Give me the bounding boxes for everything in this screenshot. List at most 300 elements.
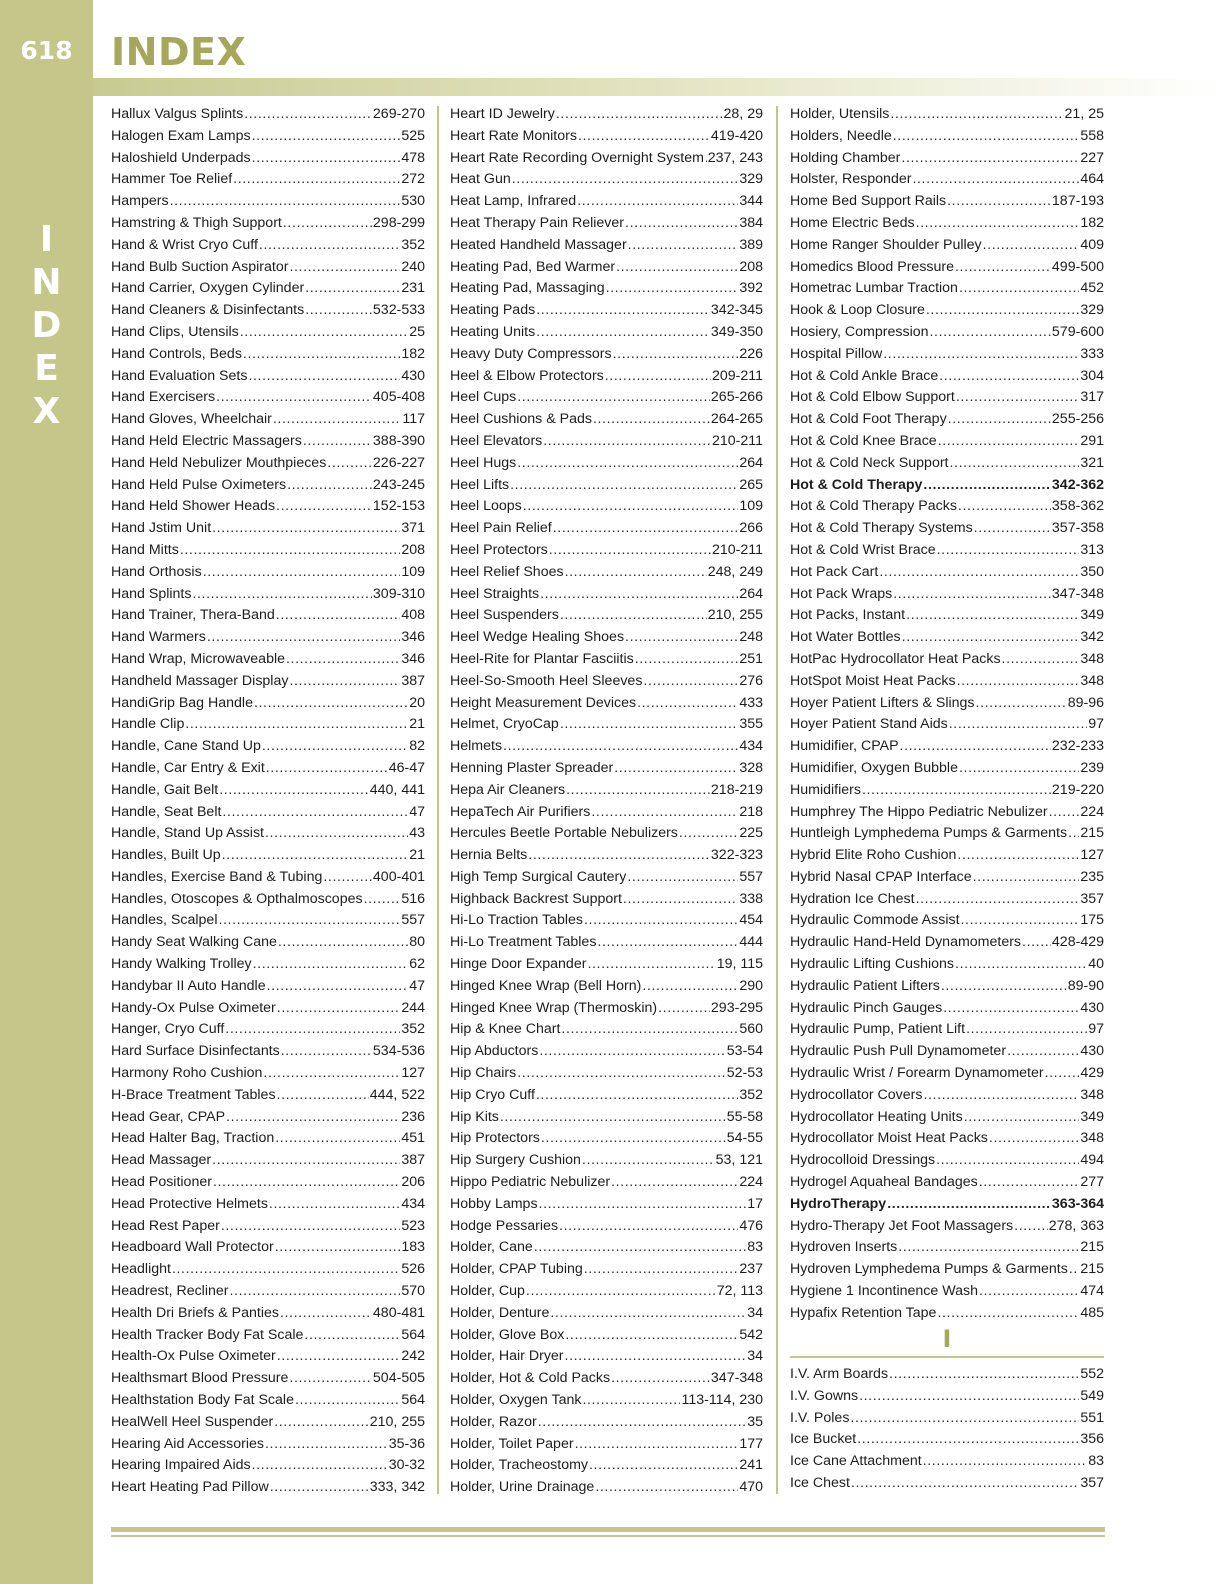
dot-leader xyxy=(611,1172,738,1194)
dot-leader xyxy=(212,1150,400,1172)
dot-leader xyxy=(253,954,409,976)
entry-pages: 82 xyxy=(409,738,425,755)
entry-term: Heel Suspenders xyxy=(450,607,559,624)
index-entry xyxy=(450,1259,763,1281)
dot-leader xyxy=(275,1237,401,1259)
entry-term: Hi-Lo Treatment Tables xyxy=(450,934,597,951)
index-entry xyxy=(450,235,763,257)
dot-leader xyxy=(218,910,400,932)
entry-pages: 558 xyxy=(1080,127,1104,144)
entry-pages: 47 xyxy=(409,977,425,994)
entry-pages: 80 xyxy=(409,934,425,951)
index-entry xyxy=(450,1063,763,1085)
entry-term: Hip Abductors xyxy=(450,1043,539,1060)
entry-term: Heel Protectors xyxy=(450,541,548,558)
dot-leader xyxy=(575,1434,739,1456)
index-entry xyxy=(790,1041,1104,1063)
entry-term: Handheld Massager Display xyxy=(111,672,289,689)
entry-pages: 215 xyxy=(1080,1261,1104,1278)
entry-pages: 47 xyxy=(409,803,425,820)
entry-term: Heel Straights xyxy=(450,585,540,602)
index-entry xyxy=(790,278,1104,300)
entry-term: HealWell Heel Suspender xyxy=(111,1413,274,1430)
entry-pages: 21 xyxy=(409,716,425,733)
entry-term: Holster, Responder xyxy=(790,171,912,188)
entry-term: Home Ranger Shoulder Pulley xyxy=(790,236,982,253)
entry-term: Healthstation Body Fat Scale xyxy=(111,1392,294,1409)
entry-term: Heating Units xyxy=(450,323,536,340)
index-entry xyxy=(450,649,763,671)
index-entry xyxy=(111,605,425,627)
entry-term: Hip Protectors xyxy=(450,1130,540,1147)
dot-leader xyxy=(642,976,738,998)
index-entry xyxy=(111,1128,425,1150)
index-sidebar xyxy=(0,0,93,1584)
dot-leader xyxy=(244,104,372,126)
index-entry xyxy=(450,1150,763,1172)
entry-pages: 371 xyxy=(401,520,425,537)
entry-pages: 333, 342 xyxy=(369,1479,425,1496)
dot-leader xyxy=(941,976,1067,998)
entry-term: Handles, Scalpel xyxy=(111,912,218,929)
entry-term: Hand Orthosis xyxy=(111,563,202,580)
index-entry xyxy=(450,148,763,170)
index-entry xyxy=(111,932,425,954)
entry-term: Hand Held Electric Massagers xyxy=(111,432,302,449)
dot-leader xyxy=(862,780,1051,802)
dot-leader xyxy=(528,845,710,867)
dot-leader xyxy=(252,1455,388,1477)
entry-term: I.V. Poles xyxy=(790,1409,850,1426)
entry-pages: 429 xyxy=(1080,1065,1104,1082)
entry-pages: 474 xyxy=(1080,1283,1104,1300)
dot-leader xyxy=(565,1325,738,1347)
section-letter-rule xyxy=(790,1356,1104,1358)
index-entry xyxy=(111,1237,425,1259)
entry-pages: 266 xyxy=(739,520,763,537)
entry-pages: 552 xyxy=(1080,1366,1104,1382)
dot-leader xyxy=(893,584,1051,606)
index-entry xyxy=(111,823,425,845)
entry-term: Hearing Aid Accessories xyxy=(111,1435,264,1452)
entry-pages: 348 xyxy=(1080,1130,1104,1147)
dot-leader xyxy=(593,409,710,431)
index-entry xyxy=(111,758,425,780)
entry-pages: 358-362 xyxy=(1051,498,1104,515)
entry-pages: 53-54 xyxy=(726,1043,763,1060)
index-entry xyxy=(790,1473,1104,1495)
dot-leader xyxy=(323,867,372,889)
entry-pages: 525 xyxy=(401,127,425,144)
entry-pages: 52-53 xyxy=(726,1065,763,1082)
index-entry xyxy=(450,475,763,497)
entry-pages: 346 xyxy=(401,650,425,667)
entry-term: Handle, Cane Stand Up xyxy=(111,738,261,755)
entry-term: Heel-So-Smooth Heel Sleeves xyxy=(450,672,643,689)
entry-pages: 452 xyxy=(1080,280,1104,297)
dot-leader xyxy=(635,649,739,671)
entry-pages: 277 xyxy=(1080,1174,1104,1191)
entry-pages: 516 xyxy=(401,890,425,907)
dot-leader xyxy=(252,126,401,148)
entry-term: Hand Splints xyxy=(111,585,192,602)
dot-leader xyxy=(930,322,1051,344)
entry-pages: 504-505 xyxy=(372,1370,425,1387)
entry-term: Hand Held Nebulizer Mouthpieces xyxy=(111,454,327,471)
entry-term: Holder, Glove Box xyxy=(450,1326,565,1343)
entry-term: Hand Evaluation Sets xyxy=(111,367,248,384)
entry-term: Handy Seat Walking Cane xyxy=(111,934,277,951)
entry-pages: 72, 113 xyxy=(716,1283,763,1300)
index-entry xyxy=(790,910,1104,932)
index-entry xyxy=(450,998,763,1020)
entry-term: Handles, Built Up xyxy=(111,847,221,864)
entry-term: Hydrocollator Moist Heat Packs xyxy=(790,1130,988,1147)
entry-pages: 363-364 xyxy=(1051,1195,1104,1212)
index-entry xyxy=(450,169,763,191)
index-entry xyxy=(450,191,763,213)
entry-term: Holder, Oxygen Tank xyxy=(450,1392,582,1409)
entry-pages: 349-350 xyxy=(710,323,763,340)
dot-leader xyxy=(517,453,738,475)
entry-pages: 20 xyxy=(409,694,425,711)
index-entry xyxy=(111,518,425,540)
entry-pages: 265-266 xyxy=(710,389,763,406)
entry-pages: 34 xyxy=(747,1348,763,1365)
dot-leader xyxy=(263,1063,400,1085)
index-entry xyxy=(790,409,1104,431)
index-entry xyxy=(111,693,425,715)
side-letter: I xyxy=(39,219,54,260)
entry-pages: 409 xyxy=(1080,236,1104,253)
entry-term: Hydrocollator Heating Units xyxy=(790,1108,963,1125)
dot-leader xyxy=(543,431,711,453)
index-entry xyxy=(111,1455,425,1477)
dot-leader xyxy=(254,693,408,715)
entry-pages: 348 xyxy=(1080,650,1104,667)
dot-leader xyxy=(278,932,408,954)
dot-leader xyxy=(274,1412,369,1434)
dot-leader xyxy=(1007,1041,1079,1063)
index-entry xyxy=(790,1019,1104,1041)
entry-pages: 347-348 xyxy=(1051,585,1104,602)
index-entry xyxy=(111,344,425,366)
entry-term: Hydraulic Lifting Cushions xyxy=(790,956,955,973)
entry-term: Holding Chamber xyxy=(790,149,901,166)
entry-pages: 34 xyxy=(747,1304,763,1321)
index-entry xyxy=(111,257,425,279)
index-entry xyxy=(450,1455,763,1477)
entry-pages: 239 xyxy=(1080,759,1104,776)
dot-leader xyxy=(512,169,739,191)
entry-pages: 177 xyxy=(739,1435,763,1452)
dot-leader xyxy=(277,998,401,1020)
index-entry xyxy=(450,1390,763,1412)
index-entry xyxy=(111,453,425,475)
entry-pages: 54-55 xyxy=(726,1130,763,1147)
index-entry xyxy=(111,1325,425,1347)
index-entry xyxy=(790,671,1104,693)
entry-term: Hip Chairs xyxy=(450,1065,517,1082)
entry-pages: 476 xyxy=(739,1217,763,1234)
index-entry xyxy=(790,823,1104,845)
index-entry xyxy=(790,1085,1104,1107)
entry-term: Hoyer Patient Stand Aids xyxy=(790,716,948,733)
dot-leader xyxy=(265,823,408,845)
entry-term: Hydro-Therapy Jet Foot Massagers xyxy=(790,1217,1014,1234)
index-entry xyxy=(111,867,425,889)
dot-leader xyxy=(1022,932,1051,954)
dot-leader xyxy=(559,1216,738,1238)
entry-pages: 109 xyxy=(401,563,425,580)
index-entry xyxy=(450,1237,763,1259)
entry-term: Head Massager xyxy=(111,1152,212,1169)
index-entry xyxy=(111,213,425,235)
entry-pages: 434 xyxy=(739,738,763,755)
footer-rule xyxy=(111,1527,1105,1532)
entry-term: Headboard Wall Protector xyxy=(111,1239,274,1256)
entry-term: Handy-Ox Pulse Oximeter xyxy=(111,999,276,1016)
entry-term: Heating Pad, Bed Warmer xyxy=(450,258,616,275)
entry-term: Home Electric Beds xyxy=(790,214,915,231)
entry-pages: 89-96 xyxy=(1067,694,1104,711)
index-entry xyxy=(790,1364,1104,1386)
page-title: INDEX xyxy=(111,30,247,74)
dot-leader xyxy=(289,1368,372,1390)
entry-pages: 342 xyxy=(1080,629,1104,646)
index-entry xyxy=(111,736,425,758)
index-entry xyxy=(450,1434,763,1456)
entry-term: Hydraulic Pump, Patient Lift xyxy=(790,1021,966,1038)
dot-leader xyxy=(221,1216,400,1238)
dot-leader xyxy=(902,627,1080,649)
entry-term: Hand Gloves, Wheelchair xyxy=(111,411,272,428)
entry-pages: 309-310 xyxy=(372,585,425,602)
entry-term: Handles, Otoscopes & Opthalmoscopes xyxy=(111,890,363,907)
entry-term: Haloshield Underpads xyxy=(111,149,251,166)
entry-pages: 28, 29 xyxy=(723,106,763,122)
entry-pages: 485 xyxy=(1080,1304,1104,1321)
dot-leader xyxy=(233,169,400,191)
dot-leader xyxy=(534,1237,746,1259)
dot-leader xyxy=(556,104,723,126)
entry-term: Heel Wedge Healing Shoes xyxy=(450,629,625,646)
dot-leader xyxy=(966,1019,1087,1041)
index-entry xyxy=(790,213,1104,235)
index-entry xyxy=(450,453,763,475)
dot-leader xyxy=(270,1477,369,1499)
dot-leader xyxy=(517,387,710,409)
entry-pages: 232-233 xyxy=(1051,738,1104,755)
index-entry xyxy=(111,627,425,649)
dot-leader xyxy=(623,889,738,911)
entry-term: Heel & Elbow Protectors xyxy=(450,367,604,384)
entry-term: Humidifier, CPAP xyxy=(790,738,899,755)
index-entry xyxy=(111,1216,425,1238)
entry-pages: 235 xyxy=(1080,868,1104,885)
dot-leader xyxy=(170,191,401,213)
dot-leader xyxy=(959,278,1079,300)
dot-leader xyxy=(550,1303,746,1325)
entry-pages: 218 xyxy=(739,803,763,820)
dot-leader xyxy=(923,1085,1079,1107)
entry-term: Hot Pack Cart xyxy=(790,563,879,580)
index-entry xyxy=(790,736,1104,758)
entry-term: Hand Warmers xyxy=(111,629,206,646)
entry-term: Hybrid Elite Roho Cushion xyxy=(790,847,957,864)
entry-pages: 46-47 xyxy=(388,759,425,776)
index-entry xyxy=(790,714,1104,736)
entry-term: Heat Gun xyxy=(450,171,511,188)
entry-pages: 117 xyxy=(402,411,425,428)
dot-leader xyxy=(589,1455,738,1477)
entry-term: Harmony Roho Cushion xyxy=(111,1065,263,1082)
entry-term: Heel Cups xyxy=(450,389,517,406)
entry-term: Hip Kits xyxy=(450,1108,499,1125)
entry-term: H-Brace Treatment Tables xyxy=(111,1086,276,1103)
dot-leader xyxy=(212,518,400,540)
entry-pages: 454 xyxy=(739,912,763,929)
entry-term: Ice Bucket xyxy=(790,1431,857,1448)
entry-pages: 210-211 xyxy=(711,432,763,449)
dot-leader xyxy=(262,736,408,758)
index-entry xyxy=(790,867,1104,889)
index-entry xyxy=(790,1303,1104,1325)
entry-pages: 210-211 xyxy=(711,541,763,558)
entry-pages: 349 xyxy=(1080,607,1104,624)
entry-term: Hand Mitts xyxy=(111,541,179,558)
dot-leader xyxy=(289,257,400,279)
entry-term: Hydrogel Aquaheal Bandages xyxy=(790,1174,978,1191)
index-entry xyxy=(450,344,763,366)
index-entry xyxy=(790,387,1104,409)
entry-pages: 265 xyxy=(739,476,763,493)
entry-term: Heavy Duty Compressors xyxy=(450,345,612,362)
dot-leader xyxy=(303,431,372,453)
entry-pages: 344 xyxy=(739,193,763,210)
entry-pages: 526 xyxy=(401,1261,425,1278)
dot-leader xyxy=(327,453,372,475)
index-entry xyxy=(111,1107,425,1129)
entry-term: Heart Rate Recording Overnight System xyxy=(450,149,704,166)
entry-pages: 206 xyxy=(401,1174,425,1191)
entry-pages: 218-219 xyxy=(710,781,763,798)
dot-leader xyxy=(540,584,738,606)
entry-pages: 83 xyxy=(1088,1453,1104,1470)
dot-leader xyxy=(584,1259,739,1281)
index-entry xyxy=(111,431,425,453)
index-entry xyxy=(111,1085,425,1107)
dot-leader xyxy=(523,496,739,518)
dot-leader xyxy=(203,562,401,584)
entry-pages: 530 xyxy=(401,193,425,210)
dot-leader xyxy=(926,300,1079,322)
index-entry xyxy=(450,562,763,584)
index-entry xyxy=(111,1063,425,1085)
dot-leader xyxy=(207,627,400,649)
entry-pages: 357-358 xyxy=(1051,520,1104,537)
index-entry xyxy=(450,1477,763,1499)
entry-term: I.V. Arm Boards xyxy=(790,1366,889,1382)
entry-term: Hydroven Lymphedema Pumps & Garments xyxy=(790,1261,1068,1278)
index-entry xyxy=(790,1172,1104,1194)
dot-leader xyxy=(243,344,400,366)
entry-term: Hosiery, Compression xyxy=(790,323,929,340)
entry-term: Head Halter Bag, Traction xyxy=(111,1130,275,1147)
entry-pages: 480-481 xyxy=(372,1304,425,1321)
entry-pages: 225 xyxy=(739,825,763,842)
entry-pages: 557 xyxy=(739,868,763,885)
dot-leader xyxy=(276,605,401,627)
entry-term: Hometrac Lumbar Traction xyxy=(790,280,958,297)
index-entry xyxy=(790,976,1104,998)
entry-term: Heel Hugs xyxy=(450,454,517,471)
index-entry xyxy=(450,932,763,954)
entry-term: Hand Exercisers xyxy=(111,389,216,406)
index-entry xyxy=(790,235,1104,257)
index-entry xyxy=(111,889,425,911)
entry-pages: 210, 255 xyxy=(369,1413,425,1430)
index-entry xyxy=(111,998,425,1020)
index-entry xyxy=(111,1412,425,1434)
entry-pages: 557 xyxy=(401,912,425,929)
index-entry xyxy=(111,976,425,998)
dot-leader xyxy=(172,1259,400,1281)
index-entry xyxy=(450,714,763,736)
entry-term: Hobby Lamps xyxy=(450,1195,538,1212)
entry-pages: 83 xyxy=(747,1239,763,1256)
entry-term: Hodge Pessaries xyxy=(450,1217,559,1234)
entry-term: Heel Relief Shoes xyxy=(450,563,564,580)
index-entry xyxy=(790,1429,1104,1451)
dot-leader xyxy=(539,1194,747,1216)
entry-pages: 408 xyxy=(401,607,425,624)
entry-term: Heel Cushions & Pads xyxy=(450,411,592,428)
index-entry xyxy=(111,366,425,388)
dot-leader xyxy=(947,191,1051,213)
dot-leader xyxy=(705,148,707,170)
entry-pages: 333 xyxy=(1080,345,1104,362)
entry-pages: 30-32 xyxy=(388,1457,425,1474)
entry-pages: 428-429 xyxy=(1051,934,1104,951)
entry-term: Hand Clips, Utensils xyxy=(111,323,239,340)
index-entry xyxy=(111,1368,425,1390)
entry-pages: 551 xyxy=(1080,1409,1104,1426)
entry-pages: 187-193 xyxy=(1051,193,1104,210)
index-entry xyxy=(450,671,763,693)
index-entry xyxy=(790,322,1104,344)
dot-leader xyxy=(939,366,1079,388)
entry-term: Hot & Cold Knee Brace xyxy=(790,432,937,449)
entry-term: Heel-Rite for Plantar Fasciitis xyxy=(450,650,634,667)
entry-term: Heart Heating Pad Pillow xyxy=(111,1479,269,1496)
entry-pages: 35 xyxy=(747,1413,763,1430)
entry-term: Hercules Beetle Portable Nebulizers xyxy=(450,825,678,842)
dot-leader xyxy=(582,1150,715,1172)
entry-term: Headrest, Recliner xyxy=(111,1283,229,1300)
entry-term: Hammer Toe Relief xyxy=(111,171,233,188)
entry-pages: 237, 243 xyxy=(707,149,763,166)
dot-leader xyxy=(553,518,739,540)
entry-term: Holder, Hot & Cold Packs xyxy=(450,1370,611,1387)
index-entry xyxy=(450,387,763,409)
dot-leader xyxy=(287,475,372,497)
dot-leader xyxy=(225,1019,400,1041)
dot-leader xyxy=(961,910,1080,932)
entry-term: Hot & Cold Wrist Brace xyxy=(790,541,936,558)
entry-term: Henning Plaster Spreader xyxy=(450,759,614,776)
index-entry xyxy=(111,387,425,409)
